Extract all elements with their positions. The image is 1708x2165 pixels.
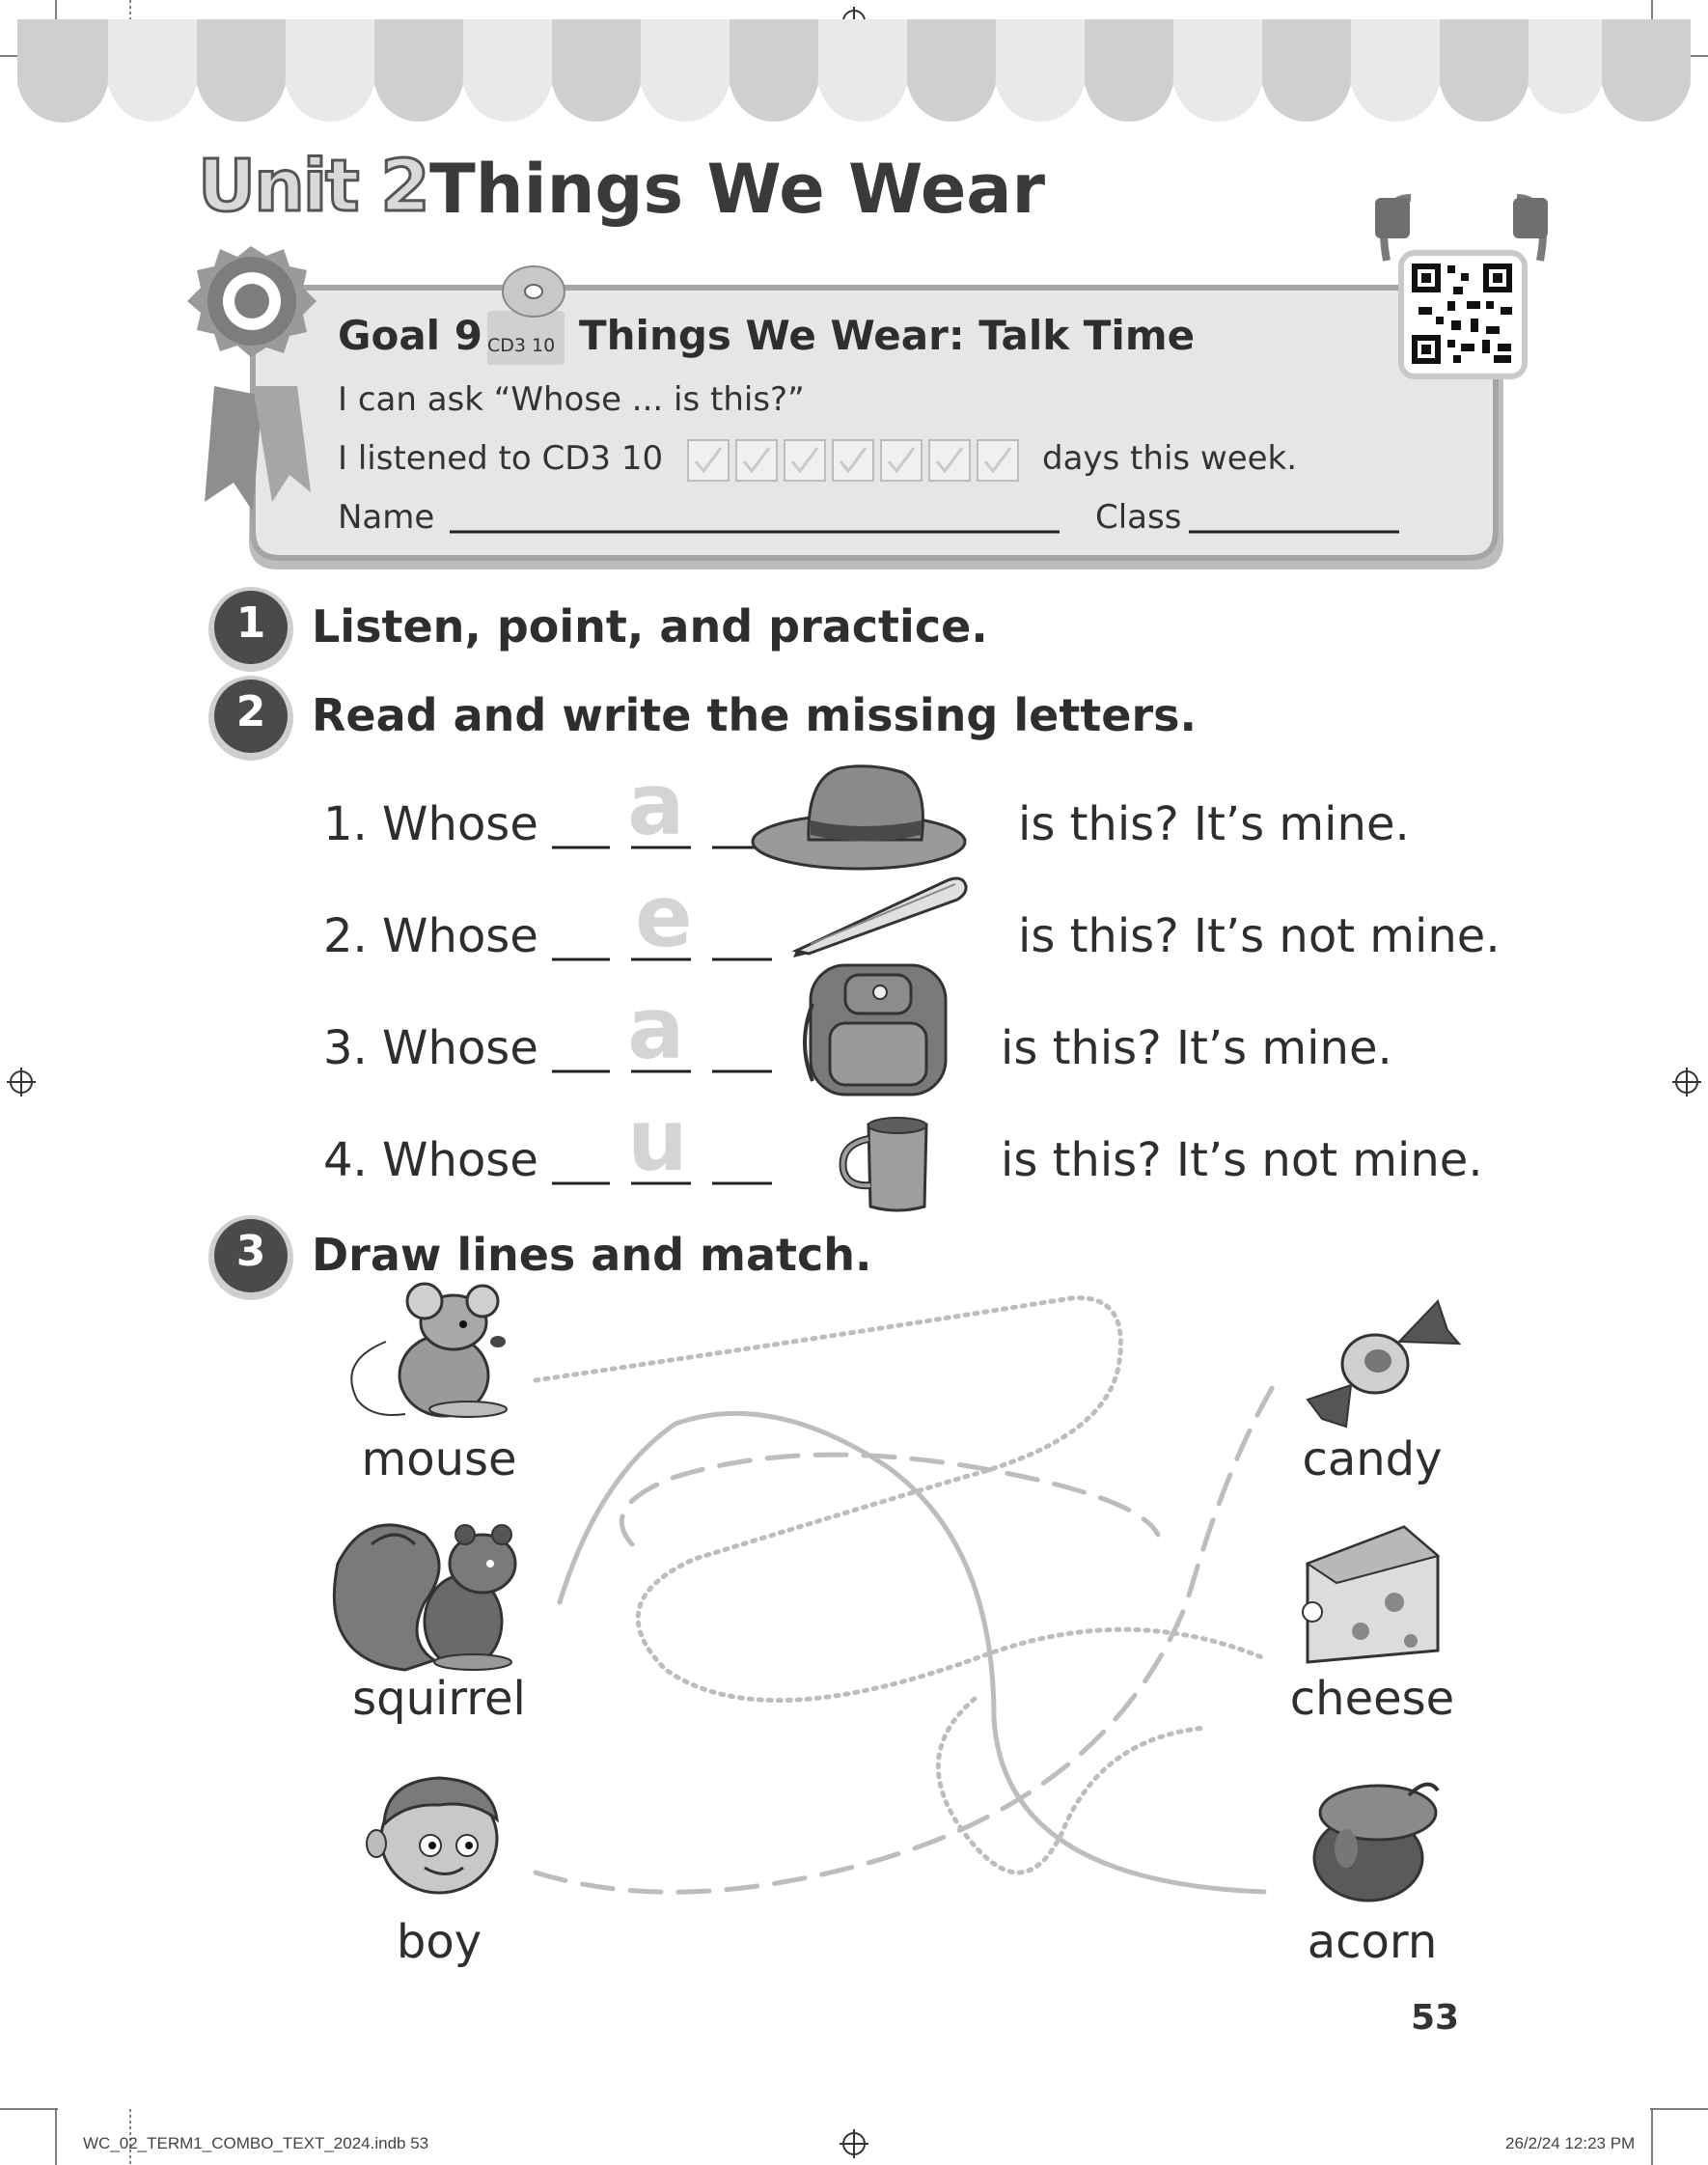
question-3-prefix: 3. Whose — [323, 1021, 538, 1075]
candy-icon — [1308, 1301, 1459, 1427]
question-1-hint-letter: a — [627, 755, 685, 854]
unit-label: Unit 2 — [198, 145, 428, 228]
name-label: Name — [338, 498, 435, 537]
pen-icon — [793, 878, 966, 958]
match-word-acorn: acorn — [1307, 1915, 1438, 1969]
mug-icon — [843, 1118, 926, 1210]
match-word-mouse: mouse — [361, 1432, 517, 1486]
question-4-prefix: 4. Whose — [323, 1133, 538, 1187]
mouse-icon — [351, 1284, 507, 1417]
footer-file: WC_02_TERM1_COMBO_TEXT_2024.indb 53 — [83, 2134, 429, 2152]
goal-can-ask: I can ask “Whose ... is this?” — [338, 380, 805, 419]
goal-label: Goal 9 — [338, 312, 482, 359]
match-word-cheese: cheese — [1289, 1672, 1455, 1726]
backpack-icon — [805, 965, 946, 1095]
question-2-hint-letter: e — [635, 867, 693, 966]
page-number: 53 — [1411, 1998, 1460, 2038]
activity-number-2: 2 — [235, 687, 266, 736]
boy-icon — [367, 1778, 497, 1893]
activity-instruction-3: Draw lines and match. — [312, 1229, 872, 1281]
question-3-hint-letter: a — [627, 979, 685, 1078]
question-2-suffix: is this? It’s not mine. — [1018, 909, 1501, 963]
activity-instruction-2: Read and write the missing letters. — [312, 689, 1198, 741]
cheese-icon — [1303, 1527, 1438, 1662]
squirrel-icon — [334, 1525, 515, 1670]
activity-number-1: 1 — [235, 598, 266, 648]
goal-title: Things We Wear: Talk Time — [579, 312, 1196, 359]
acorn-icon — [1314, 1785, 1438, 1901]
trace-lines — [536, 1298, 1274, 1893]
activity-instruction-1: Listen, point, and practice. — [312, 600, 988, 652]
match-word-boy: boy — [396, 1915, 482, 1969]
class-label: Class — [1095, 498, 1182, 537]
scalloped-banner — [17, 19, 1691, 123]
question-2-prefix: 2. Whose — [323, 909, 538, 963]
page-title: Things We Wear — [429, 150, 1046, 229]
listened-prefix: I listened to CD3 10 — [338, 439, 664, 478]
listened-suffix: days this week. — [1042, 439, 1298, 478]
footer-timestamp: 26/2/24 12:23 PM — [1505, 2134, 1636, 2152]
listen-checkboxes — [688, 440, 1018, 481]
question-1-prefix: 1. Whose — [323, 797, 538, 851]
match-word-candy: candy — [1302, 1432, 1443, 1486]
question-4-suffix: is this? It’s not mine. — [1001, 1133, 1483, 1187]
question-1-suffix: is this? It’s mine. — [1018, 797, 1410, 851]
cd-track-label: CD3 10 — [487, 335, 556, 356]
activity-number-3: 3 — [235, 1227, 266, 1276]
hat-icon — [753, 766, 965, 869]
question-3-suffix: is this? It’s mine. — [1001, 1021, 1392, 1075]
qr-code-icon — [1375, 198, 1548, 376]
question-4-hint-letter: u — [627, 1091, 688, 1190]
match-word-squirrel: squirrel — [352, 1672, 526, 1726]
